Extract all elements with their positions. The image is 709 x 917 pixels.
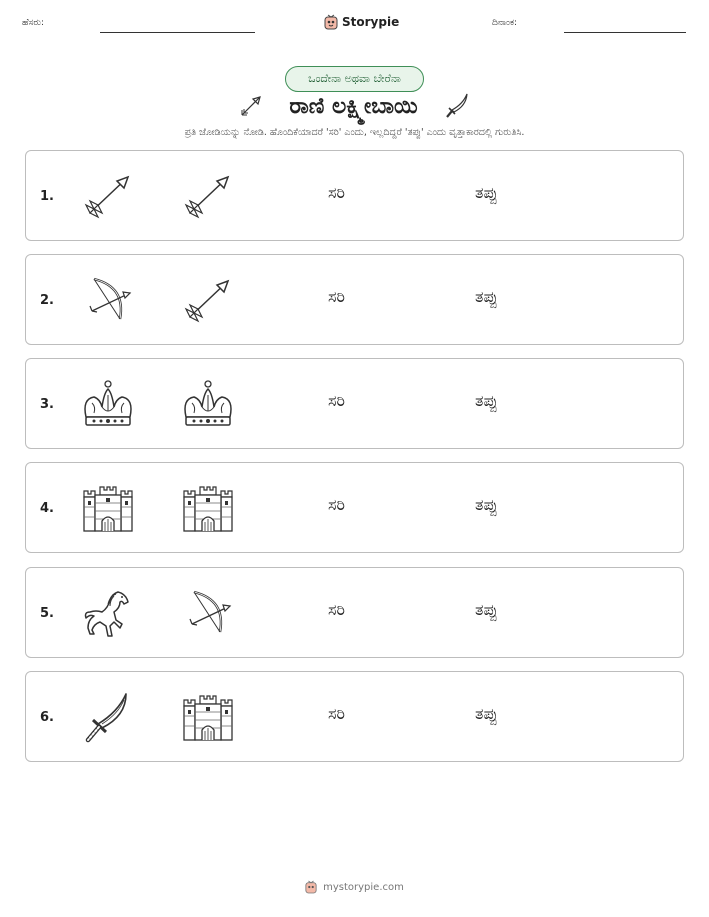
storypie-mascot-icon (324, 14, 338, 30)
footer (0, 880, 709, 894)
sword-icon (80, 690, 136, 746)
question-row (25, 358, 684, 449)
answer-option-wrong[interactable]: ತಪ್ಪು (475, 391, 498, 410)
name-line[interactable] (100, 32, 255, 33)
answer-option-correct[interactable]: ಸರಿ (328, 600, 345, 619)
bow-icon (80, 273, 136, 329)
question-number: 1. (40, 189, 54, 204)
question-row (25, 254, 684, 345)
crown-icon (180, 377, 236, 433)
question-number: 2. (40, 293, 54, 308)
answer-option-wrong[interactable]: ತಪ್ಪು (475, 495, 498, 514)
arrow-icon (180, 273, 236, 329)
question-row (25, 462, 684, 553)
date-line[interactable] (564, 32, 686, 33)
crown-icon (80, 377, 136, 433)
question-number: 5. (40, 606, 54, 621)
question-row (25, 567, 684, 658)
castle-icon (80, 481, 136, 537)
question-number: 6. (40, 710, 54, 725)
name-label: ಹೆಸರು: (22, 18, 45, 28)
arrow-icon (180, 169, 236, 225)
page-title: ರಾಣಿ ಲಕ್ಷ್ಮೀಬಾಯಿ (289, 93, 418, 119)
footer-url: mystorypie.com (323, 881, 404, 893)
question-number: 4. (40, 501, 54, 516)
sword-icon (444, 92, 470, 120)
bow-icon (180, 586, 236, 642)
storypie-mascot-icon (305, 880, 317, 894)
answer-option-correct[interactable]: ಸರಿ (328, 495, 345, 514)
arrow-icon (80, 169, 136, 225)
answer-option-wrong[interactable]: ತಪ್ಪು (475, 600, 498, 619)
castle-icon (180, 481, 236, 537)
answer-option-correct[interactable]: ಸರಿ (328, 704, 345, 723)
brand-logo (324, 14, 399, 30)
answer-option-correct[interactable]: ಸರಿ (328, 183, 345, 202)
castle-icon (180, 690, 236, 746)
arrow-icon (239, 94, 263, 118)
instructions: ಪ್ರತಿ ಜೋಡಿಯನ್ನು ನೋಡಿ. ಹೊಂದಿಕೆಯಾದರೆ 'ಸರಿ' ಎಂದು, ಇಲ್ಲದಿದ್ದರೆ 'ತಪ್ಪು' ಎಂದು ವೃತ್ತಾಕಾರದಲ್ಲಿ ಗುರುತಿಸಿ. (184, 127, 525, 138)
brand-name: Storypie (342, 15, 400, 29)
date-label: ದಿನಾಂಕ: (492, 18, 518, 28)
question-number: 3. (40, 397, 54, 412)
answer-option-wrong[interactable]: ತಪ್ಪು (475, 704, 498, 723)
title-row (0, 92, 709, 120)
question-row (25, 150, 684, 241)
answer-option-wrong[interactable]: ತಪ್ಪು (475, 183, 498, 202)
answer-option-wrong[interactable]: ತಪ್ಪು (475, 287, 498, 306)
answer-option-correct[interactable]: ಸರಿ (328, 391, 345, 410)
question-row (25, 671, 684, 762)
horse-icon (80, 586, 136, 642)
game-type-badge: ಒಂದೇನಾ ಅಥವಾ ಬೇರೆನಾ (285, 66, 424, 92)
answer-option-correct[interactable]: ಸರಿ (328, 287, 345, 306)
